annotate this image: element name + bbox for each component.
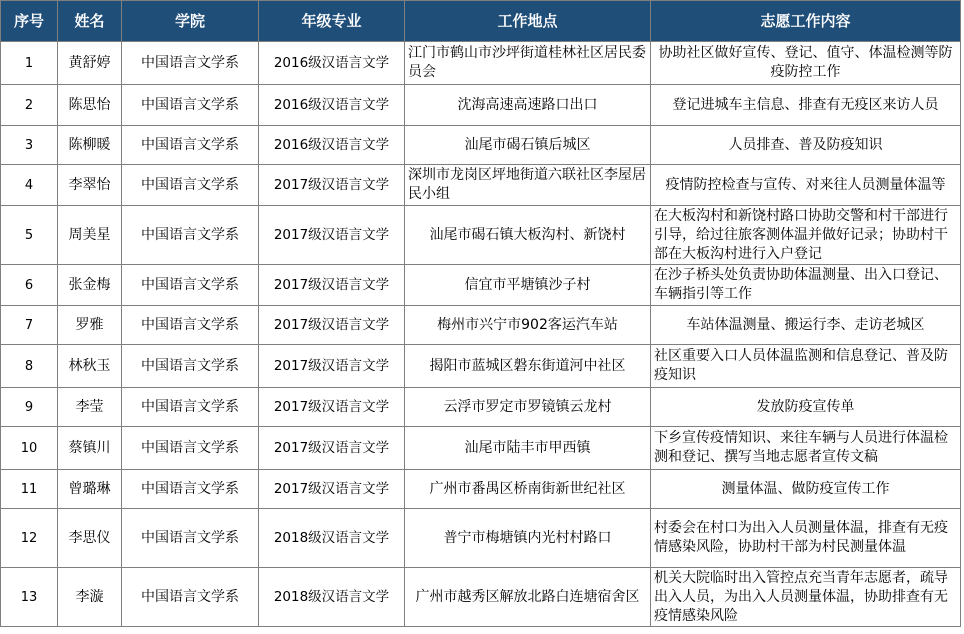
cell-place: 信宜市平塘镇沙子村 bbox=[405, 265, 651, 306]
cell-no: 6 bbox=[1, 265, 58, 306]
cell-no: 8 bbox=[1, 345, 58, 388]
cell-task: 疫情防控检查与宣传、对来往人员测量体温等 bbox=[651, 165, 961, 206]
cell-grade: 2017级汉语言文学 bbox=[259, 165, 405, 206]
cell-place: 普宁市梅塘镇内光村村路口 bbox=[405, 509, 651, 568]
cell-college: 中国语言文学系 bbox=[122, 206, 259, 265]
cell-name: 陈思怡 bbox=[58, 85, 122, 126]
cell-name: 李翠怡 bbox=[58, 165, 122, 206]
cell-name: 周美星 bbox=[58, 206, 122, 265]
header-row bbox=[1, 1, 961, 42]
cell-grade: 2017级汉语言文学 bbox=[259, 427, 405, 470]
table-row bbox=[1, 470, 961, 509]
cell-place: 汕尾市碣石镇大板沟村、新饶村 bbox=[405, 206, 651, 265]
cell-place: 云浮市罗定市罗镜镇云龙村 bbox=[405, 388, 651, 427]
cell-no: 7 bbox=[1, 306, 58, 345]
cell-no: 1 bbox=[1, 42, 58, 85]
cell-no: 11 bbox=[1, 470, 58, 509]
cell-task: 机关大院临时出入管控点充当青年志愿者，疏导出入人员，为出入人员测量体温，协助排查有无疫情感染风险 bbox=[651, 568, 961, 627]
cell-grade: 2016级汉语言文学 bbox=[259, 126, 405, 165]
cell-place: 深圳市龙岗区坪地街道六联社区李屋居民小组 bbox=[405, 165, 651, 206]
cell-college: 中国语言文学系 bbox=[122, 427, 259, 470]
cell-no: 4 bbox=[1, 165, 58, 206]
cell-task: 测量体温、做防疫宣传工作 bbox=[651, 470, 961, 509]
cell-grade: 2016级汉语言文学 bbox=[259, 42, 405, 85]
cell-task: 登记进城车主信息、排查有无疫区来访人员 bbox=[651, 85, 961, 126]
cell-task: 在沙子桥头处负责协助体温测量、出入口登记、车辆指引等工作 bbox=[651, 265, 961, 306]
cell-college: 中国语言文学系 bbox=[122, 345, 259, 388]
cell-grade: 2017级汉语言文学 bbox=[259, 206, 405, 265]
cell-name: 林秋玉 bbox=[58, 345, 122, 388]
table-row bbox=[1, 388, 961, 427]
cell-grade: 2018级汉语言文学 bbox=[259, 568, 405, 627]
cell-college: 中国语言文学系 bbox=[122, 42, 259, 85]
cell-grade: 2017级汉语言文学 bbox=[259, 470, 405, 509]
cell-name: 罗雅 bbox=[58, 306, 122, 345]
header-name: 姓名 bbox=[58, 1, 122, 42]
cell-place: 江门市鹤山市沙坪街道桂林社区居民委员会 bbox=[405, 42, 651, 85]
header-grade: 年级专业 bbox=[259, 1, 405, 42]
cell-task: 人员排查、普及防疫知识 bbox=[651, 126, 961, 165]
cell-no: 12 bbox=[1, 509, 58, 568]
table-row bbox=[1, 165, 961, 206]
table-row bbox=[1, 126, 961, 165]
cell-name: 陈柳暖 bbox=[58, 126, 122, 165]
header-task: 志愿工作内容 bbox=[651, 1, 961, 42]
cell-name: 曾璐琳 bbox=[58, 470, 122, 509]
header-no: 序号 bbox=[1, 1, 58, 42]
cell-task: 在大板沟村和新饶村路口协助交警和村干部进行引导，给过往旅客测体温并做好记录；协助村干部在大板沟村进行入户登记 bbox=[651, 206, 961, 265]
header-place: 工作地点 bbox=[405, 1, 651, 42]
cell-place: 揭阳市蓝城区磐东街道河中社区 bbox=[405, 345, 651, 388]
cell-college: 中国语言文学系 bbox=[122, 388, 259, 427]
cell-college: 中国语言文学系 bbox=[122, 85, 259, 126]
cell-college: 中国语言文学系 bbox=[122, 165, 259, 206]
cell-task: 社区重要入口人员体温监测和信息登记、普及防疫知识 bbox=[651, 345, 961, 388]
cell-no: 3 bbox=[1, 126, 58, 165]
cell-grade: 2017级汉语言文学 bbox=[259, 306, 405, 345]
cell-place: 广州市越秀区解放北路白连塘宿舍区 bbox=[405, 568, 651, 627]
cell-no: 10 bbox=[1, 427, 58, 470]
cell-name: 张金梅 bbox=[58, 265, 122, 306]
cell-name: 蔡镇川 bbox=[58, 427, 122, 470]
table-row bbox=[1, 85, 961, 126]
table-row bbox=[1, 265, 961, 306]
cell-place: 沈海高速高速路口出口 bbox=[405, 85, 651, 126]
cell-task: 下乡宣传疫情知识、来往车辆与人员进行体温检测和登记、撰写当地志愿者宣传文稿 bbox=[651, 427, 961, 470]
cell-college: 中国语言文学系 bbox=[122, 126, 259, 165]
cell-no: 5 bbox=[1, 206, 58, 265]
cell-college: 中国语言文学系 bbox=[122, 470, 259, 509]
cell-name: 李思仪 bbox=[58, 509, 122, 568]
cell-grade: 2017级汉语言文学 bbox=[259, 345, 405, 388]
cell-no: 9 bbox=[1, 388, 58, 427]
cell-task: 协助社区做好宣传、登记、值守、体温检测等防疫防控工作 bbox=[651, 42, 961, 85]
cell-name: 李漩 bbox=[58, 568, 122, 627]
cell-college: 中国语言文学系 bbox=[122, 568, 259, 627]
cell-place: 汕尾市碣石镇后城区 bbox=[405, 126, 651, 165]
cell-grade: 2017级汉语言文学 bbox=[259, 388, 405, 427]
cell-college: 中国语言文学系 bbox=[122, 509, 259, 568]
table-row bbox=[1, 345, 961, 388]
cell-no: 2 bbox=[1, 85, 58, 126]
cell-grade: 2017级汉语言文学 bbox=[259, 265, 405, 306]
cell-place: 梅州市兴宁市902客运汽车站 bbox=[405, 306, 651, 345]
cell-place: 汕尾市陆丰市甲西镇 bbox=[405, 427, 651, 470]
cell-name: 黄舒婷 bbox=[58, 42, 122, 85]
cell-college: 中国语言文学系 bbox=[122, 306, 259, 345]
table-row bbox=[1, 509, 961, 568]
cell-name: 李莹 bbox=[58, 388, 122, 427]
cell-task: 发放防疫宣传单 bbox=[651, 388, 961, 427]
cell-place: 广州市番禺区桥南街新世纪社区 bbox=[405, 470, 651, 509]
cell-grade: 2016级汉语言文学 bbox=[259, 85, 405, 126]
table-row bbox=[1, 206, 961, 265]
cell-task: 车站体温测量、搬运行李、走访老城区 bbox=[651, 306, 961, 345]
table-row bbox=[1, 427, 961, 470]
cell-no: 13 bbox=[1, 568, 58, 627]
table-row bbox=[1, 568, 961, 627]
table-row bbox=[1, 306, 961, 345]
header-college: 学院 bbox=[122, 1, 259, 42]
cell-task: 村委会在村口为出入人员测量体温，排查有无疫情感染风险，协助村干部为村民测量体温 bbox=[651, 509, 961, 568]
table-row bbox=[1, 42, 961, 85]
cell-college: 中国语言文学系 bbox=[122, 265, 259, 306]
cell-grade: 2018级汉语言文学 bbox=[259, 509, 405, 568]
